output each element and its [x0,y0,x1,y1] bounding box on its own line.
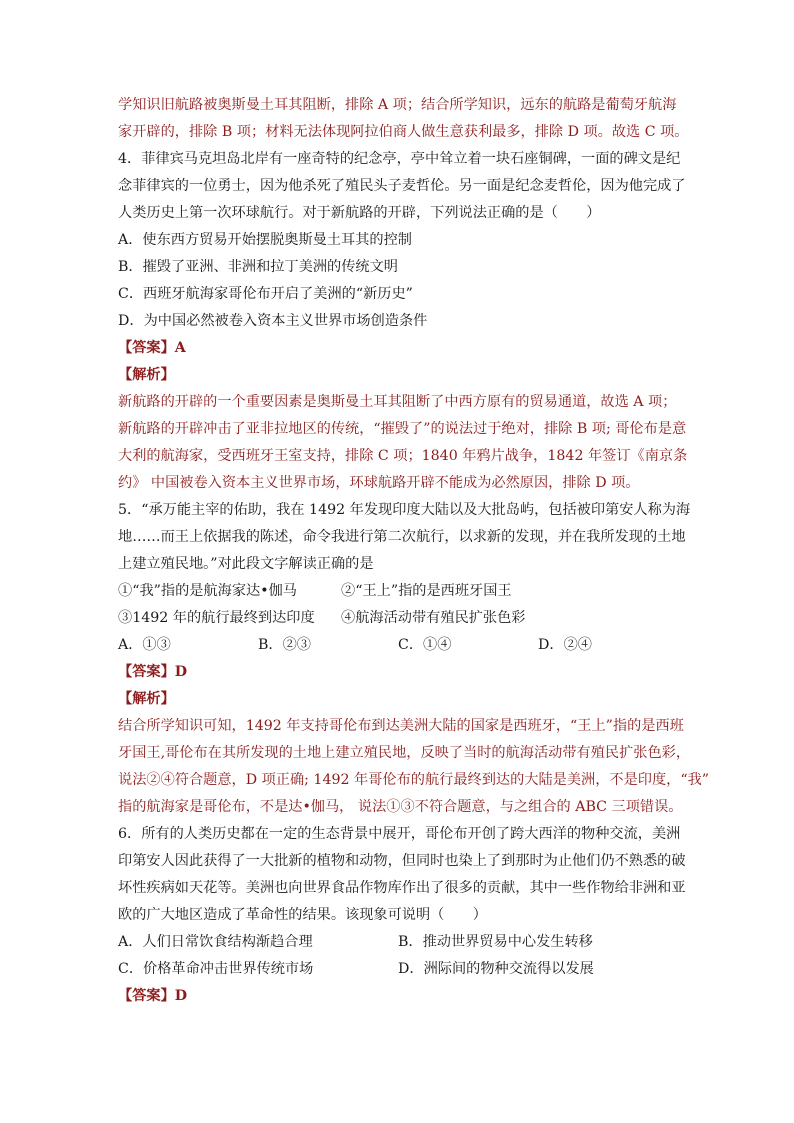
q5-statement-1: ①“我”指的是航海家达•伽马 [118,583,297,599]
q4-stem-line: 4．菲律宾马克坦岛北岸有一座奇特的纪念亭，亭中耸立着一块石座铜碑，一面的碑文是纪 [118,151,681,167]
q6-stem-line: 印第安人因此获得了一大批新的植物和动物，但同时也染上了到那时为止他们仍不熟悉的破 [118,853,686,869]
q5-option-b: B．②③ [258,637,311,653]
document-content [118,92,710,1010]
q6-option-d: D．洲际间的物种交流得以发展 [398,961,594,977]
q4-answer: 【答案】A [118,340,186,356]
q5-statement-3: ③1492 年的航行最终到达印度 [118,610,315,626]
q5-statements-row [118,605,678,632]
q5-option-d: D．②④ [538,637,592,653]
q5-stem-line: 地……而王上依据我的陈述，命令我进行第二次航行，以求新的发现，并在我所发现的土地 [118,529,686,545]
q6-option-b: B．推动世界贸易中心发生转移 [398,934,593,950]
q4-analysis-line: 新航路的开辟的一个重要因素是奥斯曼土耳其阻断了中西方原有的贸易通道，故选 A 项； [118,394,677,410]
q6-options-row [118,929,678,956]
q5-option-a: A．①③ [118,637,171,653]
q5-analysis-line: 结合所学知识可知，1492 年支持哥伦布到达美洲大陆的国家是西班牙，“王上”指的是西班 [118,718,684,734]
q5-options-row [118,632,678,659]
q6-answer: 【答案】D [118,988,188,1004]
q4-analysis-line: 约》 中国被卷入资本主义世界市场，环球航路开辟不能成为必然原因，排除 D 项。 [118,475,640,491]
q6-stem-line: 6．所有的人类历史都在一定的生态背景中展开，哥伦布开创了跨大西洋的物种交流，美洲 [118,826,681,842]
prev-analysis-line: 家开辟的，排除 B 项；材料无法体现阿拉伯商人做生意获利最多，排除 D 项。故选 C 项。 [118,124,689,140]
q5-statements-row [118,578,678,605]
q5-analysis-line: 指的航海家是哥伦布，不是达•伽马， 说法①③不符合题意，与之组合的 ABC 三项错误。 [118,799,683,815]
q5-statement-4: ④航海活动带有殖民扩张色彩 [341,610,526,626]
q5-option-c: C．①④ [398,637,452,653]
q5-statement-2: ②“王上”指的是西班牙国王 [341,583,512,599]
q4-option-c: C．西班牙航海家哥伦布开启了美洲的“新历史” [118,286,413,302]
q4-analysis-line: 大利的航海家，受西班牙王室支持，排除 C 项；1840 年鸦片战争，1842 年签订《南京条 [118,448,688,464]
q4-option-a: A．使东西方贸易开始摆脱奥斯曼土耳其的控制 [118,232,412,248]
q5-analysis-line: 牙国王,哥伦布在其所发现的土地上建立殖民地，反映了当时的航海活动带有殖民扩张色彩， [118,745,691,761]
q5-analysis-label: 【解析】 [118,691,175,707]
q6-options-row [118,956,678,983]
q4-analysis-line: 新航路的开辟冲击了亚非拉地区的传统，“摧毁了”的说法过于绝对，排除 B 项; 哥伦布是意 [118,421,687,437]
q5-answer: 【答案】D [118,664,188,680]
q4-stem-line: 人类历史上第一次环球航行。对于新航路的开辟，下列说法正确的是（ ） [118,205,601,221]
q5-stem-line: 5．“承万能主宰的佑助，我在 1492 年发现印度大陆以及大批岛屿，包括被印第安人称为海 [118,502,691,518]
q6-stem-line: 坏性疾病如天花等。美洲也向世界食品作物库作出了很多的贡献，其中一些作物给非洲和亚 [118,880,686,896]
prev-analysis-line: 学知识旧航路被奥斯曼土耳其阻断，排除 A 项；结合所学知识，远东的航路是葡萄牙航海 [118,97,677,113]
q6-stem-line: 欧的广大地区造成了革命性的结果。该现象可说明（ ） [118,907,487,923]
q6-option-c: C．价格革命冲击世界传统市场 [118,961,314,977]
q5-analysis-line: 说法②④符合题意，D 项正确; 1492 年哥伦布的航行最终到达的大陆是美洲，不是印度，“我” [118,772,710,788]
q4-analysis-label: 【解析】 [118,367,175,383]
q4-stem-line: 念菲律宾的一位勇士，因为他杀死了殖民头子麦哲伦。另一面是纪念麦哲伦，因为他完成了 [118,178,686,194]
q6-option-a: A．人们日常饮食结构渐趋合理 [118,934,313,950]
q4-option-b: B．摧毁了亚洲、非洲和拉丁美洲的传统文明 [118,259,398,275]
q4-option-d: D．为中国必然被卷入资本主义世界市场创造条件 [118,313,428,329]
q5-stem-line: 上建立殖民地。”对此段文字解读正确的是 [118,556,374,572]
